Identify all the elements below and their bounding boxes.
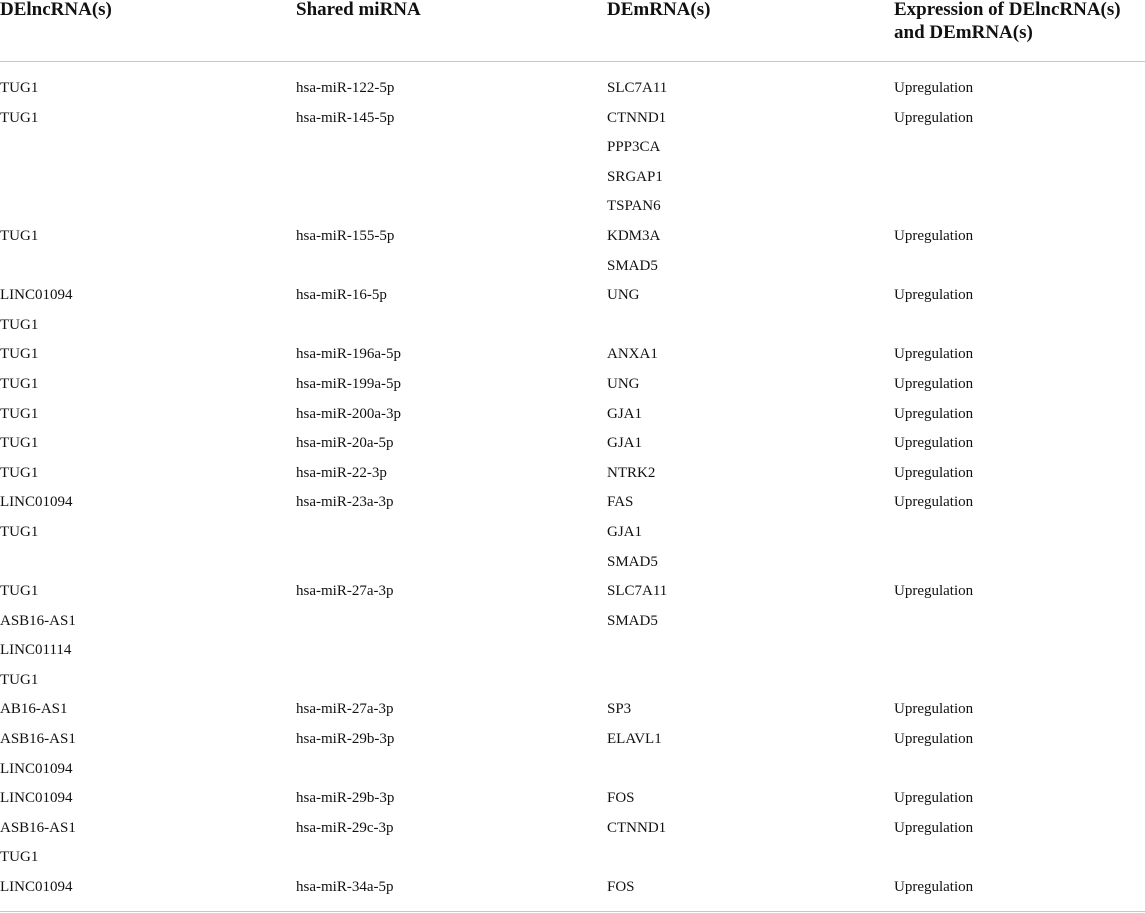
mirna-cell: hsa-miR-122-5p	[296, 80, 395, 96]
table-row	[0, 104, 1145, 134]
delncrna-cell: AB16-AS1	[0, 701, 68, 718]
mirna-cell: hsa-miR-200a-3p	[296, 405, 401, 422]
expression-cell: Upregulation	[894, 227, 974, 244]
delncrna-cell: LINC01094	[0, 494, 73, 511]
expression-cell: Upregulation	[894, 287, 974, 304]
demrna-cell: GJA1	[607, 435, 643, 452]
table-row	[0, 548, 1145, 578]
mirna-cell: hsa-miR-196a-5p	[296, 346, 401, 363]
mirna-cell: hsa-miR-23a-3p	[296, 494, 394, 511]
data-table	[0, 0, 1145, 62]
expression-cell: Upregulation	[894, 494, 974, 511]
delncrna-cell: TUG1	[0, 671, 39, 688]
mirna-cell: hsa-miR-20a-5p	[296, 435, 394, 452]
demrna-cell: SLC7A11	[607, 583, 668, 600]
demrna-cell: SMAD5	[607, 612, 658, 629]
demrna-cell: GJA1	[607, 405, 643, 422]
delncrna-cell: LINC01094	[0, 790, 73, 807]
demrna-cell: UNG	[607, 287, 640, 304]
mirna-cell: hsa-miR-29b-3p	[296, 731, 395, 748]
delncrna-cell: TUG1	[0, 227, 39, 244]
header-demrna: DEmRNA(s)	[607, 0, 711, 20]
demrna-cell: ELAVL1	[607, 731, 662, 748]
demrna-cell: SRGAP1	[607, 168, 663, 185]
demrna-cell: CTNND1	[607, 819, 667, 836]
mirna-cell: hsa-miR-27a-3p	[296, 701, 394, 718]
table-row	[0, 163, 1145, 193]
table-row	[0, 370, 1145, 400]
mirna-cell: hsa-miR-22-3p	[296, 464, 387, 481]
mirna-cell: hsa-miR-145-5p	[296, 109, 395, 126]
expression-cell: Upregulation	[894, 819, 974, 836]
delncrna-cell: TUG1	[0, 523, 39, 540]
header-delncrna: DElncRNA(s)	[0, 0, 112, 20]
table-header	[0, 0, 1145, 62]
delncrna-cell: TUG1	[0, 346, 39, 363]
delncrna-cell: TUG1	[0, 435, 39, 452]
table-row	[0, 695, 1145, 725]
expression-cell: Upregulation	[894, 731, 974, 748]
demrna-cell: SLC7A11	[607, 80, 668, 96]
table-row	[0, 518, 1145, 548]
expression-cell: Upregulation	[894, 701, 974, 718]
expression-cell: Upregulation	[894, 435, 974, 452]
demrna-cell: PPP3CA	[607, 139, 661, 156]
mirna-cell: hsa-miR-199a-5p	[296, 375, 401, 392]
demrna-cell: TSPAN6	[607, 198, 661, 215]
table-row	[0, 488, 1145, 518]
demrna-cell: KDM3A	[607, 227, 661, 244]
delncrna-cell: TUG1	[0, 405, 39, 422]
expression-cell: Upregulation	[894, 464, 974, 481]
mirna-cell: hsa-miR-27a-3p	[296, 583, 394, 600]
table-body	[0, 74, 1145, 903]
delncrna-cell: ASB16-AS1	[0, 819, 76, 836]
delncrna-cell: ASB16-AS1	[0, 612, 76, 629]
delncrna-cell: TUG1	[0, 583, 39, 600]
delncrna-cell: TUG1	[0, 316, 39, 333]
expression-cell: Upregulation	[894, 790, 974, 807]
demrna-cell: FAS	[607, 494, 634, 511]
delncrna-cell: LINC01094	[0, 760, 73, 777]
table-row	[0, 311, 1145, 341]
table-row	[0, 222, 1145, 252]
header-expression: Expression of DElncRNA(s) and DEmRNA(s)	[894, 0, 1121, 43]
delncrna-cell: LINC01114	[0, 642, 72, 659]
delncrna-cell: TUG1	[0, 109, 39, 126]
demrna-cell: SMAD5	[607, 257, 658, 274]
delncrna-cell: TUG1	[0, 464, 39, 481]
delncrna-cell: LINC01094	[0, 287, 73, 304]
demrna-cell: FOS	[607, 790, 635, 807]
table-row	[0, 74, 1145, 104]
demrna-cell: CTNND1	[607, 109, 667, 126]
expression-cell: Upregulation	[894, 80, 974, 96]
mirna-cell: hsa-miR-16-5p	[296, 287, 387, 304]
table-row	[0, 814, 1145, 844]
mirna-cell: hsa-miR-29b-3p	[296, 790, 395, 807]
expression-cell: Upregulation	[894, 375, 974, 392]
expression-cell: Upregulation	[894, 583, 974, 600]
expression-cell: Upregulation	[894, 879, 974, 896]
mirna-cell: hsa-miR-34a-5p	[296, 879, 394, 896]
table-bottom-rule	[0, 911, 1145, 912]
table-row	[0, 666, 1145, 696]
table-row	[0, 725, 1145, 755]
expression-cell: Upregulation	[894, 109, 974, 126]
table-row	[0, 429, 1145, 459]
table-row	[0, 755, 1145, 785]
demrna-cell: ANXA1	[607, 346, 658, 363]
table-row	[0, 340, 1145, 370]
demrna-cell: NTRK2	[607, 464, 656, 481]
table-row	[0, 281, 1145, 311]
expression-cell: Upregulation	[894, 405, 974, 422]
table-row	[0, 252, 1145, 282]
demrna-cell: GJA1	[607, 523, 643, 540]
header-shared-mirna: Shared miRNA	[296, 0, 421, 20]
table-row	[0, 400, 1145, 430]
demrna-cell: FOS	[607, 879, 635, 896]
expression-cell: Upregulation	[894, 346, 974, 363]
delncrna-cell: LINC01094	[0, 879, 73, 896]
table-row	[0, 843, 1145, 873]
mirna-cell: hsa-miR-155-5p	[296, 227, 395, 244]
table-row	[0, 577, 1145, 607]
table-row	[0, 636, 1145, 666]
table-row	[0, 607, 1145, 637]
table-row	[0, 133, 1145, 163]
demrna-cell: UNG	[607, 375, 640, 392]
table-row	[0, 459, 1145, 489]
table-row	[0, 784, 1145, 814]
mirna-cell: hsa-miR-29c-3p	[296, 819, 394, 836]
delncrna-cell: ASB16-AS1	[0, 731, 76, 748]
demrna-cell: SMAD5	[607, 553, 658, 570]
delncrna-cell: TUG1	[0, 375, 39, 392]
delncrna-cell: TUG1	[0, 849, 39, 866]
table-row	[0, 873, 1145, 903]
delncrna-cell: TUG1	[0, 80, 39, 96]
table-row	[0, 192, 1145, 222]
demrna-cell: SP3	[607, 701, 632, 718]
